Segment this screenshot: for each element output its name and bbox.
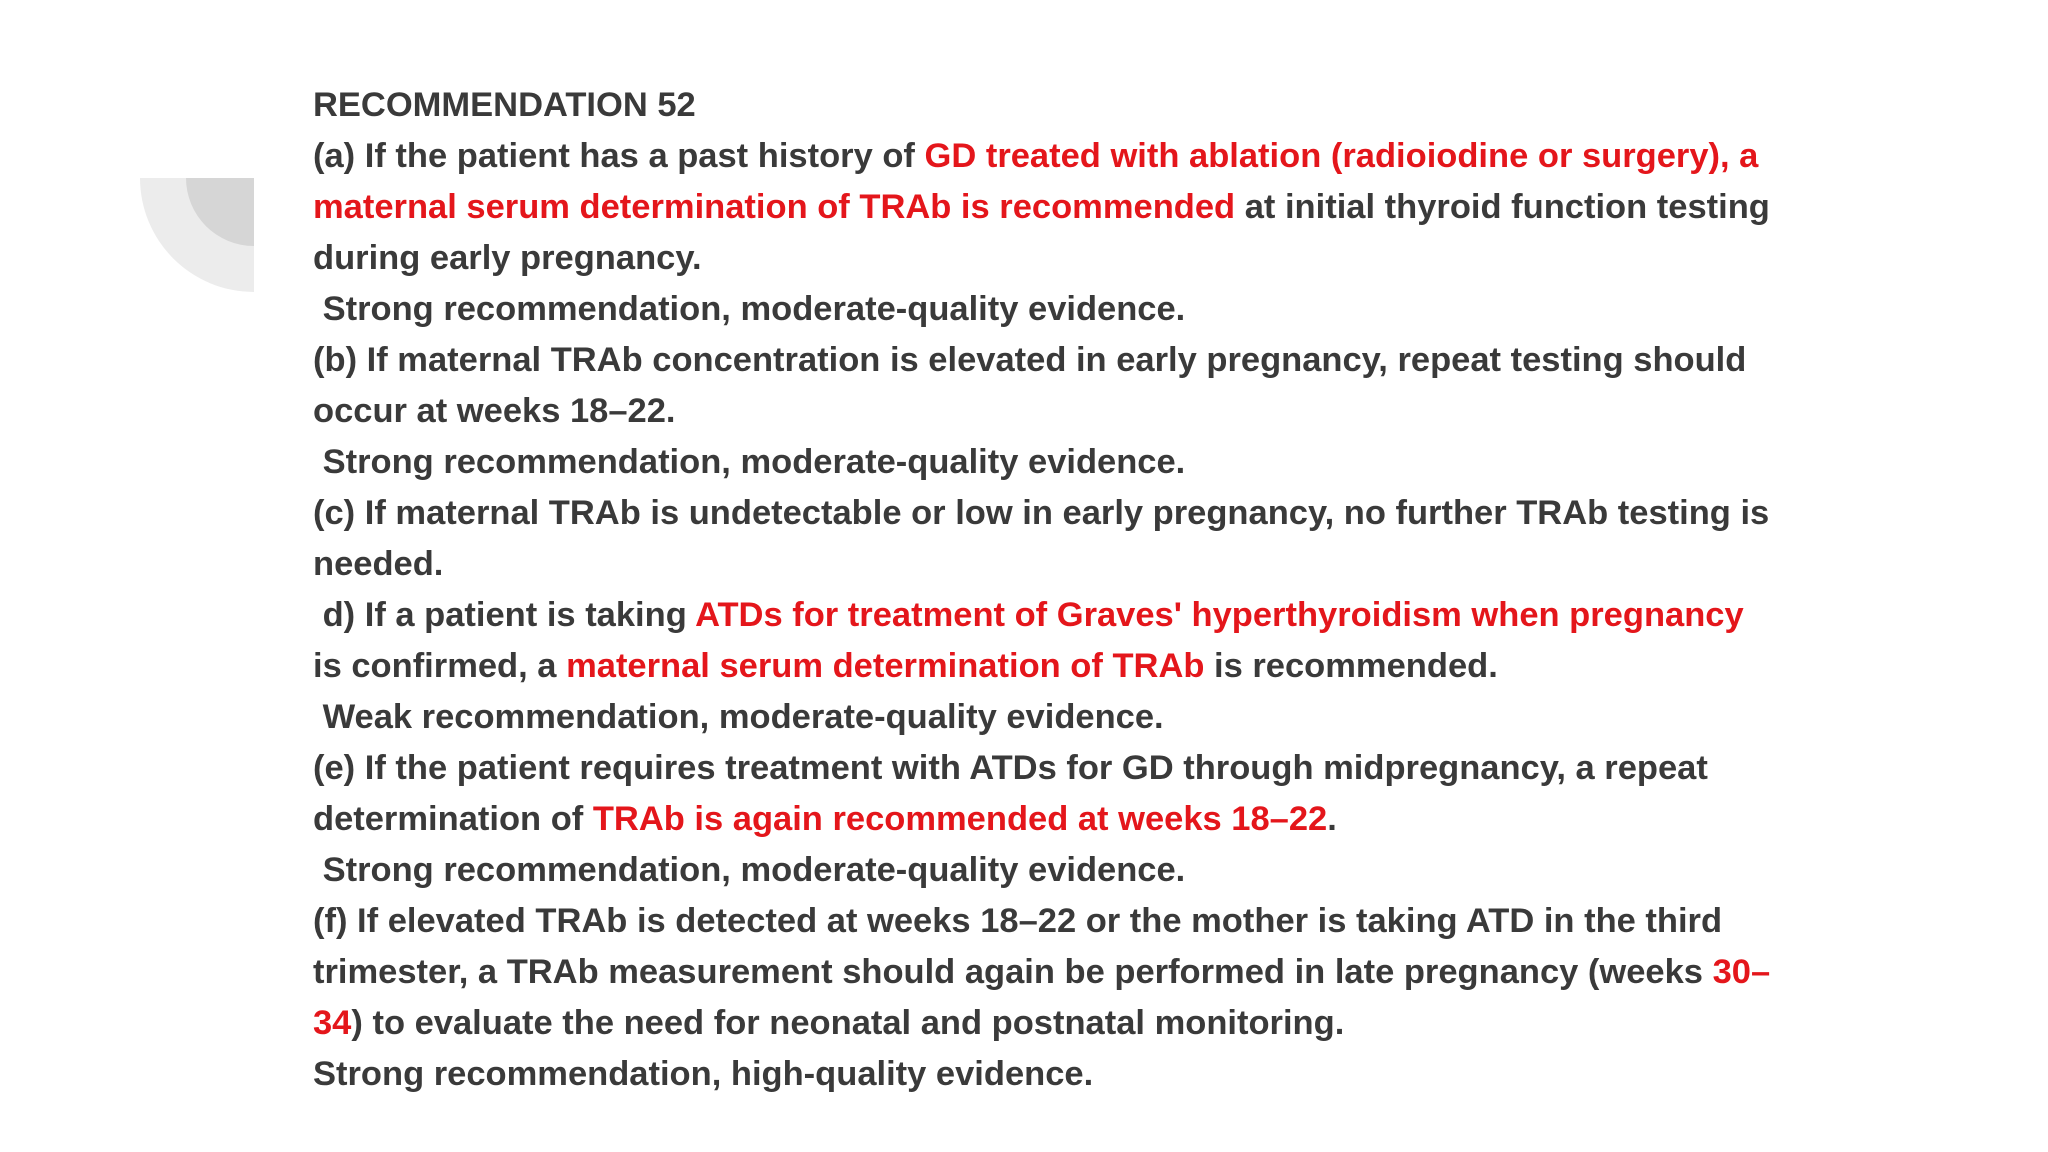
recommendation-lines	[313, 131, 1853, 1100]
text-line	[313, 947, 1853, 998]
highlighted-text: GD treated with ablation (radioiodine or surgery), a	[924, 137, 1759, 175]
text-line	[313, 743, 1853, 794]
body-text: Strong recommendation, moderate-quality evidence.	[313, 851, 1186, 889]
text-line	[313, 539, 1853, 590]
body-text: at initial thyroid function testing	[1235, 188, 1770, 226]
highlighted-text: TRAb is again recommended at weeks 18–22	[592, 800, 1328, 838]
body-text: (a) If the patient has a past history of	[313, 137, 925, 175]
highlighted-text: maternal serum determination of TRAb	[566, 647, 1205, 685]
body-text: trimester, a TRAb measurement should again be performed in late pregnancy (weeks	[313, 953, 1713, 991]
body-text: (f) If elevated TRAb is detected at weeks 18–22 or the mother is taking ATD in the third	[313, 902, 1723, 940]
recommendation-text-block	[313, 80, 1853, 1100]
text-line	[313, 998, 1853, 1049]
body-text: needed.	[313, 545, 444, 583]
body-text: (e) If the patient requires treatment with ATDs for GD through midpregnancy, a repeat	[313, 749, 1708, 787]
decorative-quarter-circle	[140, 178, 254, 292]
body-text: Strong recommendation, high-quality evidence.	[313, 1055, 1094, 1093]
body-text: (b) If maternal TRAb concentration is elevated in early pregnancy, repeat testing should	[313, 341, 1747, 379]
text-line	[313, 794, 1853, 845]
recommendation-title: RECOMMENDATION 52	[313, 86, 696, 124]
text-line	[313, 233, 1853, 284]
body-text: ) to evaluate the need for neonatal and postnatal monitoring.	[351, 1004, 1345, 1042]
body-text: Strong recommendation, moderate-quality evidence.	[313, 443, 1186, 481]
highlighted-text: 30–	[1712, 953, 1771, 991]
text-line	[313, 131, 1853, 182]
text-line	[313, 488, 1853, 539]
body-text: (c) If maternal TRAb is undetectable or low in early pregnancy, no further TRAb testing is	[313, 494, 1770, 532]
body-text: determination of	[313, 800, 593, 838]
body-text: .	[1327, 800, 1337, 838]
body-text: is recommended.	[1204, 647, 1498, 685]
body-text: during early pregnancy.	[313, 239, 702, 277]
text-line	[313, 386, 1853, 437]
body-text: Weak recommendation, moderate-quality evidence.	[313, 698, 1164, 736]
text-line	[313, 590, 1853, 641]
body-text: d) If a patient is taking	[313, 596, 696, 634]
body-text: occur at weeks 18–22.	[313, 392, 676, 430]
text-line	[313, 284, 1853, 335]
text-line	[313, 182, 1853, 233]
highlighted-text: maternal serum determination of TRAb is recommended	[313, 188, 1236, 226]
body-text: Strong recommendation, moderate-quality evidence.	[313, 290, 1186, 328]
text-line	[313, 335, 1853, 386]
text-line	[313, 692, 1853, 743]
text-line	[313, 641, 1853, 692]
highlighted-text: ATDs for treatment of Graves' hyperthyroidism when pregnancy	[695, 596, 1744, 634]
highlighted-text: 34	[313, 1004, 352, 1042]
text-line	[313, 437, 1853, 488]
text-line	[313, 896, 1853, 947]
body-text: is confirmed, a	[313, 647, 567, 685]
text-line	[313, 1049, 1853, 1100]
text-line	[313, 845, 1853, 896]
